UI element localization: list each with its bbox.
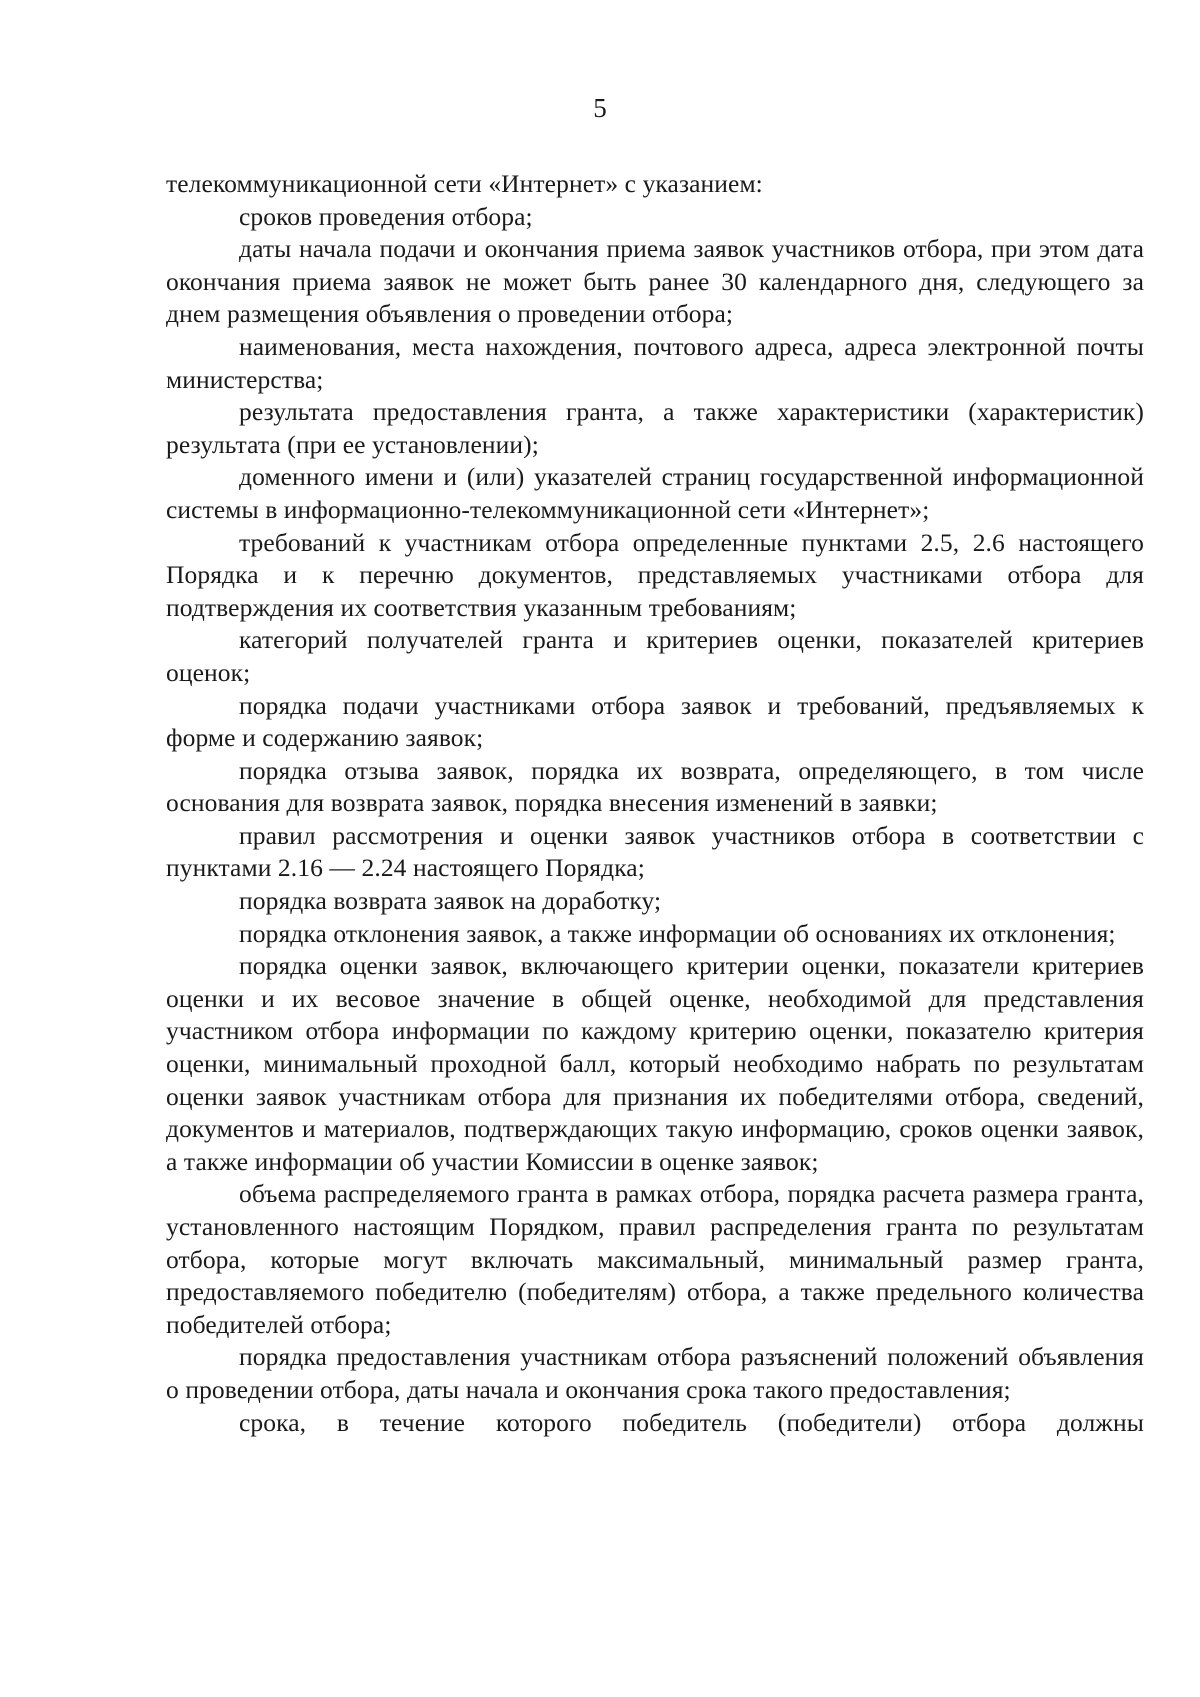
document-body — [166, 168, 1144, 1439]
paragraph: телекоммуникационной сети «Интернет» с указанием: — [166, 169, 763, 198]
paragraph: сроков проведения отбора; — [239, 201, 533, 231]
page-number: 5 — [593, 93, 607, 123]
paragraph: порядка подачи участниками отбора заявок и требований, предъявляемых к форме и содержанию заявок; — [166, 690, 1144, 753]
paragraph: требований к участникам отбора определенные пунктами 2.5, 2.6 настоящего Порядка и к перечню документов, представляемых участниками отбора для подтверждения их соответствия указанным требованиям; — [166, 527, 1144, 622]
paragraph: порядка предоставления участникам отбора разъяснений положений объявления о проведении отбора, даты начала и окончания срока такого предоставления; — [166, 1342, 1144, 1404]
paragraph: результата предоставления гранта, а также характеристики (характеристик) результата (при ее установлении); — [166, 397, 1144, 459]
paragraph: правил рассмотрения и оценки заявок участников отбора в соответствии с пунктами 2.16 — 2.24 настоящего Порядка; — [166, 820, 1144, 883]
paragraph: даты начала подачи и окончания приема заявок участников отбора, при этом дата окончания приема заявок не может быть ранее 30 календарного дня, следующего за днем размещения объявления о проведении отбора; — [166, 234, 1144, 329]
paragraph: срока, в течение которого победитель (победители) отбора должны — [239, 1407, 1144, 1437]
paragraph: порядка возврата заявок на доработку; — [239, 886, 662, 916]
paragraph: наименования, места нахождения, почтового адреса, адреса электронной почты министерства; — [166, 331, 1144, 394]
paragraph: категорий получателей гранта и критериев оценки, показателей критериев оценок; — [166, 625, 1144, 687]
paragraph: порядка отклонения заявок, а также информации об основаниях их отклонения; — [239, 918, 1116, 948]
paragraph: порядка отзыва заявок, порядка их возврата, определяющего, в том числе основания для возврата заявок, порядка внесения изменений в заявки; — [166, 755, 1144, 818]
paragraph: порядка оценки заявок, включающего критерии оценки, показатели критериев оценки и их весовое значение в общей оценке, необходимой для представления участником отбора информации по каждому критерию оценки, показателю критерия оценки, минимальный проходной балл, который необходимо набрать по результатам оценки заявок участникам отбора для признания их победителями отбора, сведений, документов и материалов, подтверждающих такую информацию, сроков оценки заявок, а также информации об участии Комиссии в оценке заявок; — [166, 951, 1144, 1176]
paragraph: доменного имени и (или) указателей страниц государственной информационной системы в информационно-телекоммуникационной сети «Интернет»; — [166, 462, 1144, 524]
paragraph: объема распределяемого гранта в рамках отбора, порядка расчета размера гранта, установленного настоящим Порядком, правил распределения гранта по результатам отбора, которые могут включать максимальный, минимальный размер гранта, предоставляемого победителю (победителям) отбора, а также предельного количества победителей отбора; — [166, 1179, 1144, 1339]
